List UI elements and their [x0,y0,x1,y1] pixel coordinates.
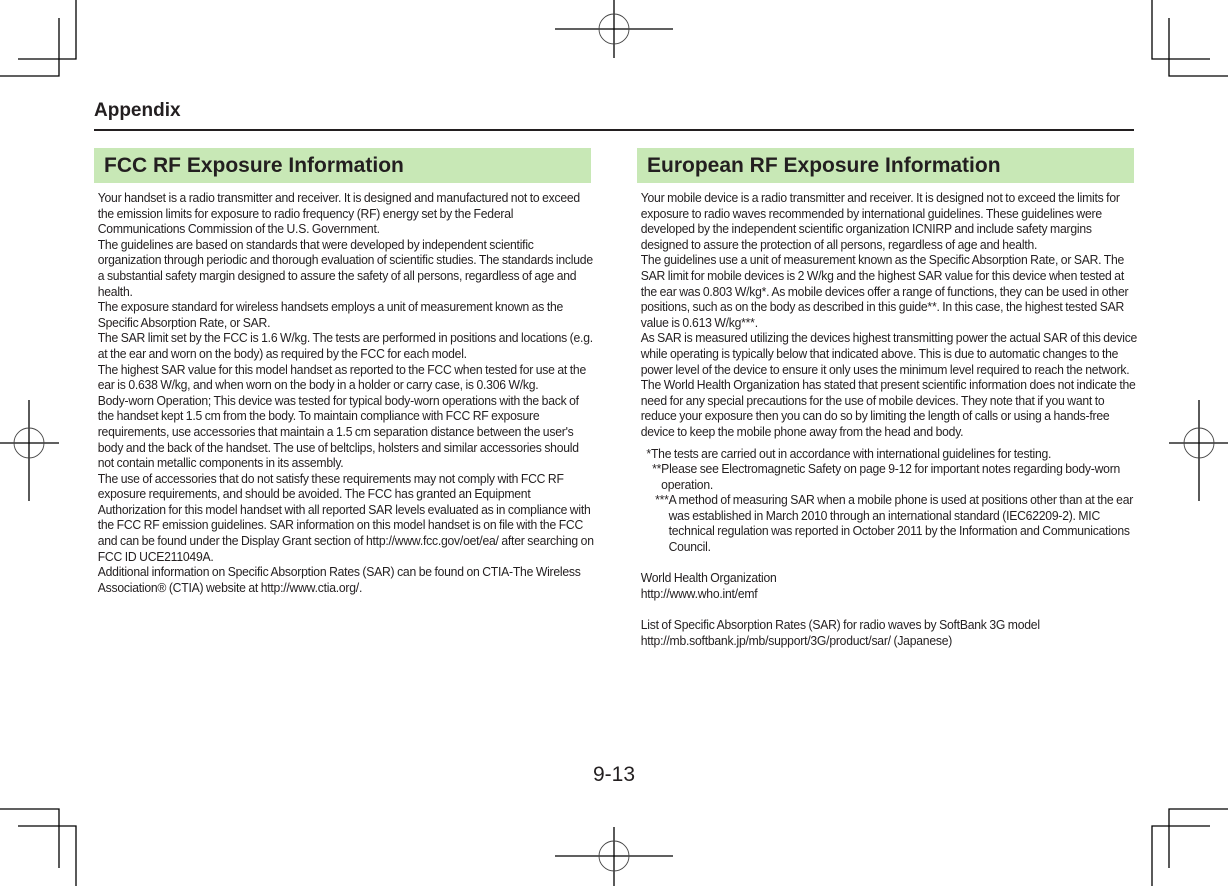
fcc-paragraph: Additional information on Specific Absorption Rates (SAR) can be found on CTIA-The Wireless Association® (CTIA) website at http://www.ctia.org/. [97,564,581,595]
footnote [641,446,1139,462]
fcc-paragraph: The use of accessories that do not satisfy these requirements may not comply with FCC RF exposure requirements, and should be avoided. The FCC has granted an Equipment Authorization for this model handset with all reported SAR levels evaluated as in compliance with the FCC RF emission guidelines. SAR information on this model handset is on file with the FCC and can be found under the Display Grant section of http://www.fcc.gov/oet/ea/ after searching on FCC ID UCE211049A. [97,470,594,564]
fcc-paragraph: The highest SAR value for this model handset as reported to the FCC when tested for use at the ear is 0.638 W/kg, and when worn on the body in a holder or carry case, is 0.306 W/kg. [97,361,586,393]
header-rule [94,129,1134,131]
footnote-text: The tests are carried out in accordance with international guidelines for testing. [650,445,1052,461]
european-paragraph: As SAR is measured utilizing the devices highest transmitting power the actual SAR of this device while operating is typically below that indicated above. This is due to automatic changes to the power level of the device to ensure it only uses the minimum level required to reach the network. [640,330,1138,377]
fcc-paragraph: The SAR limit set by the FCC is 1.6 W/kg. The tests are performed in positions and locations (e.g. at the ear and worn on the body) as required by the FCC for each model. [97,330,593,361]
footnote [641,461,1139,492]
footnotes [641,446,1139,555]
reference-name: World Health Organization [640,570,777,586]
fcc-paragraph: Your handset is a radio transmitter and receiver. It is designed and manufactured not to exceed the emission limits for exposure to radio frequency (RF) energy set by the Federal Communications Commission of the U.S. Government. [97,190,580,237]
page-number: 9-13 [592,763,636,786]
fcc-section-title: FCC RF Exposure Information [94,148,591,183]
fcc-paragraph: Body-worn Operation; This device was tested for typical body-worn operations with the back of the handset kept 1.5 cm from the body. To maintain compliance with FCC RF exposure requirements, use accessories that maintain a 1.5 cm separation distance between the user's body and the back of the handset. The use of beltclips, holsters and similar accessories should not contain metallic components in its assembly. [97,392,579,471]
fcc-body [94,190,595,595]
european-section-title: European RF Exposure Information [637,148,1134,183]
fcc-paragraph: The guidelines are based on standards that were developed by independent scientific organization through periodic and thorough evaluation of scientific studies. The standards include a substantial safety margin designed to assure the safety of all persons, regardless of age and health. [97,236,593,299]
footnote [641,492,1139,554]
reference-url: http://mb.softbank.jp/mb/support/3G/product/sar/ (Japanese) [640,632,953,648]
footnote-mark: ** [652,461,662,477]
european-paragraph: Your mobile device is a radio transmitter and receiver. It is designed not to exceed the limits for exposure to radio waves recommended by international guidelines. These guidelines were developed by the independent scientific organization ICNIRP and include safety margins designed to assure the protection of all persons, regardless of age and health. [640,190,1120,252]
reference-url: http://www.who.int/emf [640,585,758,601]
fcc-section [94,148,594,595]
european-paragraph: The guidelines use a unit of measurement known as the Specific Absorption Rate, or SAR. The SAR limit for mobile devices is 2 W/kg and the highest SAR value for this device when tested at the ear was 0.803 W/kg*. As mobile devices offer a range of functions, they can be used in other positions, such as on the body as described in this guide**. In this case, the highest tested SAR value is 0.613 W/kg***. [640,252,1129,330]
running-head: Appendix [94,100,181,121]
footnote-mark: *** [655,492,669,508]
footnote-text: Please see Electromagnetic Safety on page 9-12 for important notes regarding body-worn operation. [661,461,1121,492]
european-body [637,190,1138,648]
european-section [637,148,1138,648]
footnote-mark: * [646,445,651,461]
european-paragraph: The World Health Organization has stated that present scientific information does not indicate the need for any special precautions for the use of mobile devices. They note that if you want to reduce your exposure then you can do so by limiting the length of calls or using a hands-free device to keep the mobile phone away from the head and body. [640,377,1136,439]
fcc-paragraph: The exposure standard for wireless handsets employs a unit of measurement known as the Specific Absorption Rate, or SAR. [97,299,564,330]
footnote-text: A method of measuring SAR when a mobile phone is used at positions other than at the ear was established in March 2010 through an international standard (IEC62209-2). MIC technical regulation was reported in October 2011 by the Information and Communications Council. [668,492,1134,555]
reference-name: List of Specific Absorption Rates (SAR) for radio waves by SoftBank 3G model [640,617,1040,633]
